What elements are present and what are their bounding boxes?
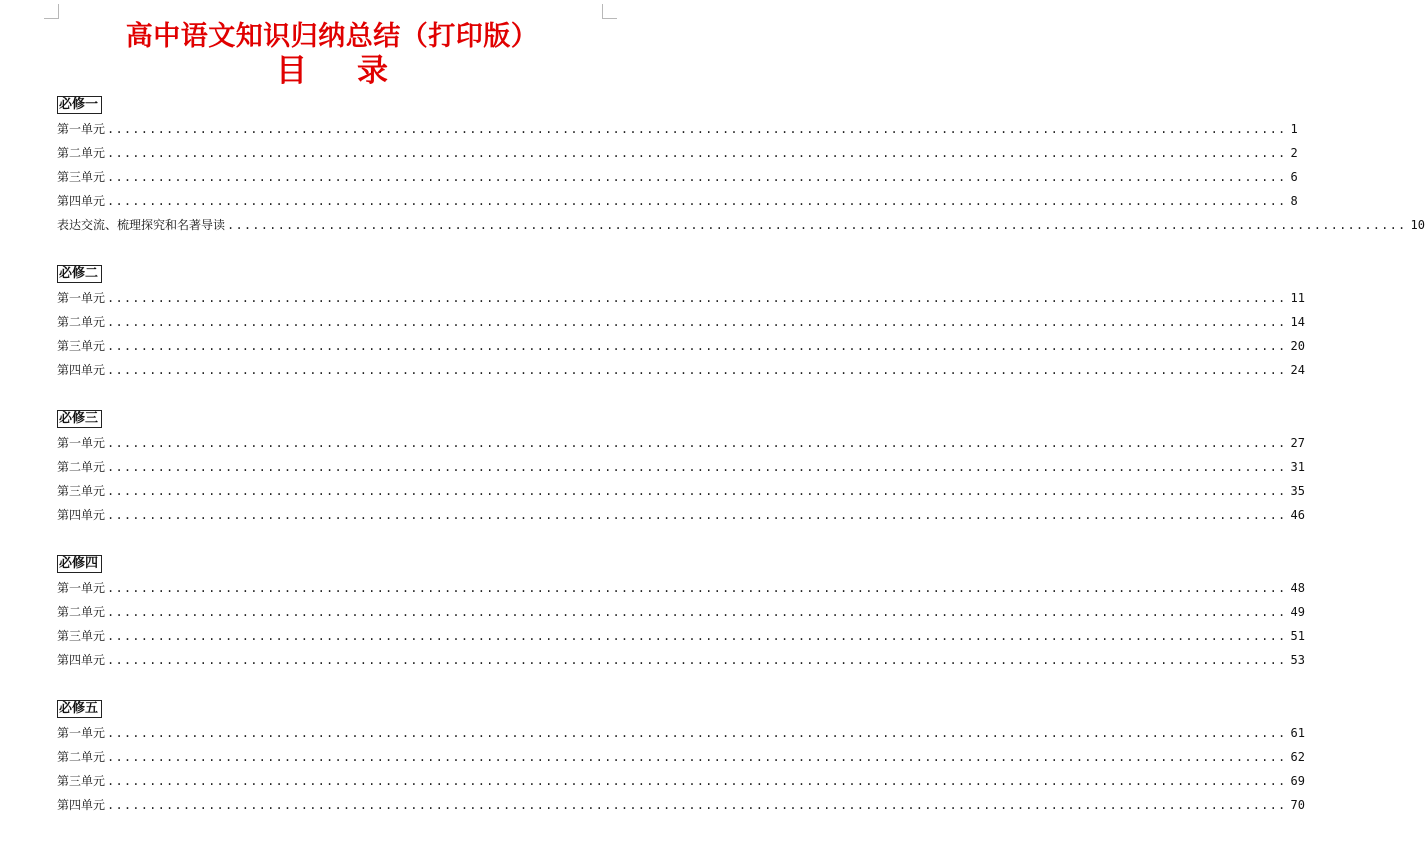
toc-entry[interactable]	[57, 168, 1298, 192]
dot-leader: ............................................................................................................................................	[107, 605, 1287, 619]
dot-leader: ............................................................................................................................................	[107, 291, 1287, 305]
toc-section	[57, 93, 1425, 240]
toc-entry[interactable]	[57, 337, 1305, 361]
toc-page-number: 11	[1290, 291, 1305, 305]
document-title: 高中语文知识归纳总结（打印版）	[125, 21, 539, 52]
toc-entry[interactable]	[57, 772, 1305, 796]
toc-entry[interactable]	[57, 192, 1298, 216]
toc-entry-label: 第四单元	[57, 363, 106, 377]
dot-leader: ............................................................................................................................................	[107, 363, 1287, 377]
toc-entry[interactable]	[57, 144, 1298, 168]
toc-entry-label: 第三单元	[57, 339, 106, 353]
toc-entry-label: 表达交流、梳理探究和名著导读	[57, 218, 226, 232]
toc-entry[interactable]	[57, 724, 1305, 748]
section-heading[interactable]: 必修二	[57, 265, 102, 283]
toc-page-number: 69	[1290, 774, 1305, 788]
dot-leader: ............................................................................................................................................	[107, 460, 1287, 474]
toc-entry-label: 第四单元	[57, 508, 106, 522]
toc-page-number: 2	[1290, 146, 1298, 160]
dot-leader: ............................................................................................................................................	[107, 484, 1287, 498]
toc-page-number: 48	[1290, 581, 1305, 595]
toc-heading: 目录	[276, 53, 438, 89]
toc-entry-label: 第二单元	[57, 750, 106, 764]
toc-entry[interactable]	[57, 458, 1305, 482]
toc-page-number: 35	[1290, 484, 1305, 498]
toc-entry-label: 第一单元	[57, 291, 106, 305]
toc-entry-label: 第四单元	[57, 653, 106, 667]
toc-page-number: 24	[1290, 363, 1305, 377]
toc-entry[interactable]	[57, 651, 1305, 675]
dot-leader: ............................................................................................................................................	[107, 798, 1287, 812]
toc-entry-label: 第一单元	[57, 726, 106, 740]
toc-page-number: 49	[1290, 605, 1305, 619]
toc-page-number: 10	[1410, 218, 1425, 232]
toc-entry[interactable]	[57, 216, 1425, 240]
table-of-contents	[57, 93, 1425, 842]
toc-entry[interactable]	[57, 603, 1305, 627]
toc-entry-label: 第二单元	[57, 460, 106, 474]
toc-entry-label: 第三单元	[57, 629, 106, 643]
toc-page-number: 53	[1290, 653, 1305, 667]
toc-entry[interactable]	[57, 120, 1298, 144]
section-heading[interactable]: 必修五	[57, 700, 102, 718]
toc-page-number: 46	[1290, 508, 1305, 522]
toc-entry[interactable]	[57, 434, 1305, 458]
toc-entry-label: 第一单元	[57, 122, 106, 136]
toc-entry[interactable]	[57, 796, 1305, 820]
toc-entry-label: 第一单元	[57, 436, 106, 450]
dot-leader: ............................................................................................................................................	[107, 122, 1287, 136]
toc-entry[interactable]	[57, 506, 1305, 530]
dot-leader: ............................................................................................................................................	[227, 218, 1407, 232]
toc-page-number: 8	[1290, 194, 1298, 208]
dot-leader: ............................................................................................................................................	[107, 170, 1287, 184]
toc-entry-label: 第二单元	[57, 315, 106, 329]
dot-leader: ............................................................................................................................................	[107, 750, 1287, 764]
toc-entry[interactable]	[57, 482, 1305, 506]
section-heading[interactable]: 必修一	[57, 96, 102, 114]
toc-entry-label: 第三单元	[57, 170, 106, 184]
toc-section	[57, 552, 1305, 675]
crop-mark-top-left	[44, 4, 59, 19]
toc-section	[57, 262, 1305, 385]
dot-leader: ............................................................................................................................................	[107, 315, 1287, 329]
toc-page-number: 6	[1290, 170, 1298, 184]
toc-entry-label: 第三单元	[57, 484, 106, 498]
toc-page-number: 14	[1290, 315, 1305, 329]
toc-entry-label: 第四单元	[57, 798, 106, 812]
toc-section	[57, 697, 1305, 820]
toc-entry-label: 第二单元	[57, 146, 106, 160]
dot-leader: ............................................................................................................................................	[107, 581, 1287, 595]
dot-leader: ............................................................................................................................................	[107, 436, 1287, 450]
section-heading[interactable]: 必修三	[57, 410, 102, 428]
toc-entry[interactable]	[57, 361, 1305, 385]
toc-entry[interactable]	[57, 289, 1305, 313]
toc-page-number: 31	[1290, 460, 1305, 474]
toc-page-number: 1	[1290, 122, 1298, 136]
dot-leader: ............................................................................................................................................	[107, 774, 1287, 788]
section-heading[interactable]: 必修四	[57, 555, 102, 573]
toc-page-number: 70	[1290, 798, 1305, 812]
dot-leader: ............................................................................................................................................	[107, 194, 1287, 208]
toc-page-number: 61	[1290, 726, 1305, 740]
toc-entry-label: 第二单元	[57, 605, 106, 619]
toc-entry-label: 第一单元	[57, 581, 106, 595]
dot-leader: ............................................................................................................................................	[107, 508, 1287, 522]
toc-entry-label: 第四单元	[57, 194, 106, 208]
toc-entry[interactable]	[57, 313, 1305, 337]
toc-page-number: 20	[1290, 339, 1305, 353]
dot-leader: ............................................................................................................................................	[107, 726, 1287, 740]
dot-leader: ............................................................................................................................................	[107, 629, 1287, 643]
toc-section	[57, 407, 1305, 530]
toc-entry-label: 第三单元	[57, 774, 106, 788]
toc-entry[interactable]	[57, 748, 1305, 772]
dot-leader: ............................................................................................................................................	[107, 653, 1287, 667]
dot-leader: ............................................................................................................................................	[107, 146, 1287, 160]
toc-page-number: 51	[1290, 629, 1305, 643]
crop-mark-top-right	[602, 4, 617, 19]
toc-page-number: 62	[1290, 750, 1305, 764]
toc-entry[interactable]	[57, 579, 1305, 603]
toc-entry[interactable]	[57, 627, 1305, 651]
toc-page-number: 27	[1290, 436, 1305, 450]
dot-leader: ............................................................................................................................................	[107, 339, 1287, 353]
